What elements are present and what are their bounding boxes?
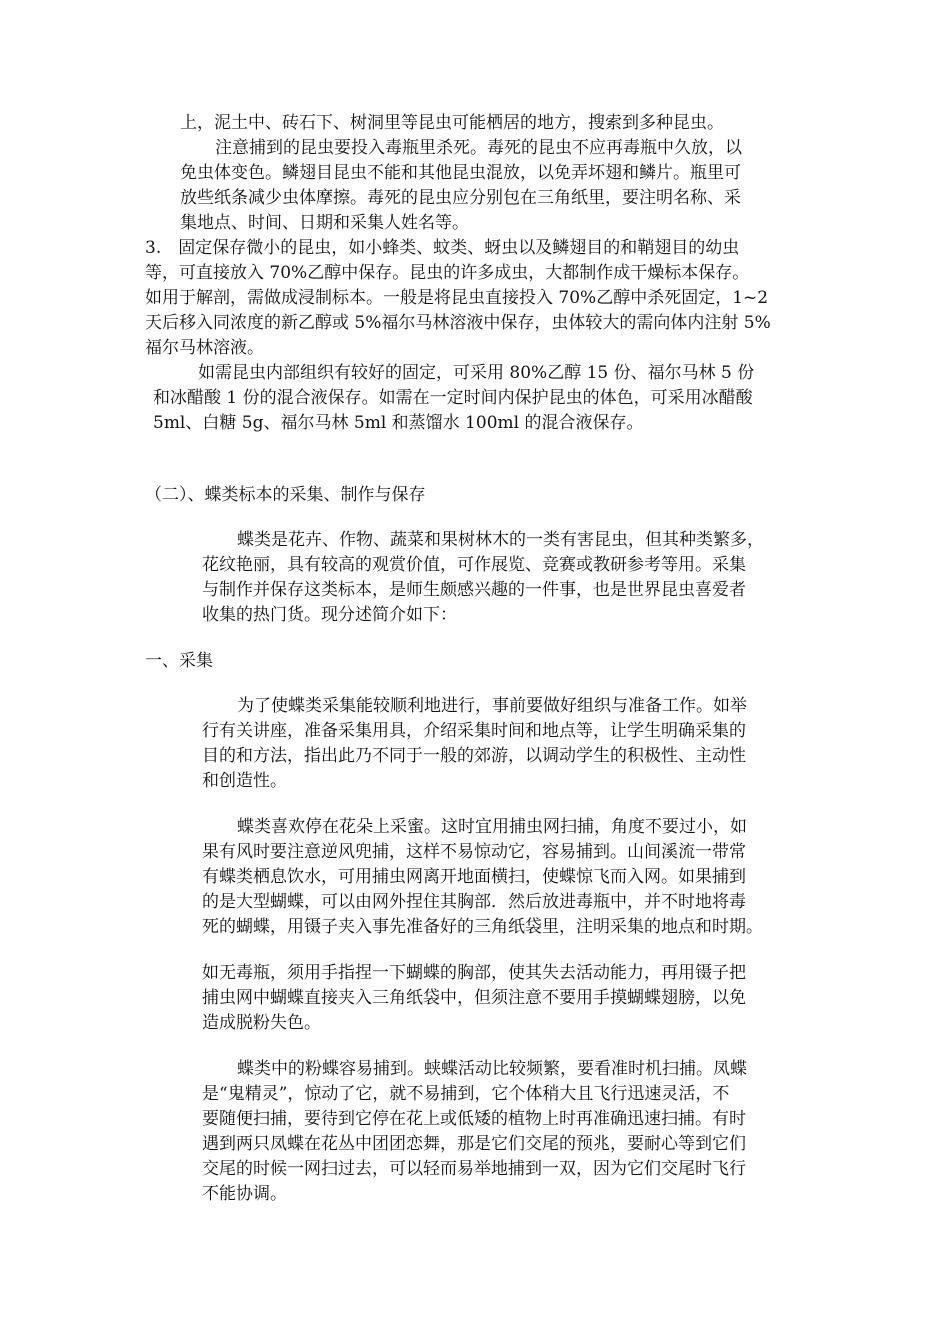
text-line: 造成脱粉失色。: [202, 1013, 321, 1033]
text-line: 要随便扫捕，要待到它停在花上或低矮的植物上时再准确迅速扫捕。有时: [202, 1109, 746, 1129]
text-line: 不能协调。: [202, 1184, 287, 1204]
section-heading: （二）、蝶类标本的采集、制作与保存: [145, 485, 426, 505]
text-line: 与制作并保存这类标本，是师生颇感兴趣的一件事，也是世界昆虫喜爱者: [202, 580, 746, 600]
text-line: 果有风时要注意逆风兜捕，这样不易惊动它，容易捕到。山间溪流一带常: [202, 842, 746, 862]
text-line: 蝶类是花卉、作物、蔬菜和果树林木的一类有害昆虫，但其种类繁多，: [237, 530, 764, 550]
text-line: 是“鬼精灵”，惊动了它，就不易捕到，它个体稍大且飞行迅速灵活，不: [202, 1084, 730, 1104]
text-line: 5ml、白糖 5g、福尔马林 5ml 和蒸馏水 100ml 的混合液保存。: [153, 413, 644, 433]
text-line: 蝶类中的粉蝶容易捕到。蛱蝶活动比较频繁，要看准时机扫捕。凤蝶: [237, 1059, 747, 1079]
text-line: 花纹艳丽，具有较高的观赏价值，可作展览、竞赛或教研参考等用。采集: [202, 555, 746, 575]
text-line: 等，可直接放入 70%乙醇中保存。昆虫的许多成虫，大都制作成干燥标本保存。: [145, 263, 750, 283]
text-line: 和创造性。: [202, 771, 287, 791]
text-line: 的是大型蝴蝶，可以由网外捏住其胸部．然后放进毒瓶中，并不时地将毒: [202, 892, 746, 912]
text-line: 有蝶类栖息饮水，可用捕虫网离开地面横扫，使蝶惊飞而入网。如果捕到: [202, 867, 746, 887]
text-line: 目的和方法，指出此乃不同于一般的郊游，以调动学生的积极性、主动性: [202, 746, 746, 766]
text-line: 行有关讲座，准备采集用具，介绍采集时间和地点等，让学生明确采集的: [202, 721, 746, 741]
text-line: 如用于解剖，需做成浸制标本。一般是将昆虫直接投入 70%乙醇中杀死固定，1~2: [145, 288, 769, 308]
text-line: 和冰醋酸 1 份的混合液保存。如需在一定时间内保护昆虫的体色，可采用冰醋酸: [153, 388, 753, 408]
text-line: 天后移入同浓度的新乙醇或 5%福尔马林溶液中保存，虫体较大的需向体内注射 5%: [145, 313, 771, 333]
text-line: 免虫体变色。鳞翅目昆虫不能和其他昆虫混放，以免弄坏翅和鳞片。瓶里可: [180, 163, 741, 183]
text-line: 蝶类喜欢停在花朵上采蜜。这时宜用捕虫网扫捕，角度不要过小，如: [237, 817, 747, 837]
subsection-heading: 一、采集: [145, 651, 213, 671]
text-line: 交尾的时候一网扫过去，可以轻而易举地捕到一双，因为它们交尾时飞行: [202, 1159, 746, 1179]
text-line: 放些纸条减少虫体摩擦。毒死的昆虫应分别包在三角纸里，要注明名称、采: [180, 188, 741, 208]
text-line: 3. 固定保存微小的昆虫，如小蜂类、蚊类、蚜虫以及鳞翅目的和鞘翅目的幼虫: [145, 238, 740, 258]
text-line: 捕虫网中蝴蝶直接夹入三角纸袋中，但须注意不要用手摸蝴蝶翅膀，以免: [202, 988, 746, 1008]
text-line: 福尔马林溶液。: [145, 338, 264, 358]
text-line: 上，泥土中、砖石下、树洞里等昆虫可能栖居的地方，搜索到多种昆虫。: [180, 113, 724, 133]
text-line: 死的蝴蝶，用镊子夹入事先准备好的三角纸袋里，注明采集的地点和时期。: [202, 917, 763, 937]
text-line: 收集的热门货。现分述简介如下：: [202, 605, 457, 625]
text-line: 为了使蝶类采集能较顺利地进行，事前要做好组织与准备工作。如举: [237, 696, 747, 716]
text-line: 遇到两只凤蝶在花丛中团团恋舞，那是它们交尾的预兆，要耐心等到它们: [202, 1134, 746, 1154]
text-line: 如需昆虫内部组织有较好的固定，可采用 80%乙醇 15 份、福尔马林 5 份: [198, 363, 755, 383]
text-line: 注意捕到的昆虫要投入毒瓶里杀死。毒死的昆虫不应再毒瓶中久放，以: [215, 138, 742, 158]
text-line: 如无毒瓶，须用手指捏一下蝴蝶的胸部，使其失去活动能力，再用镊子把: [202, 963, 746, 983]
text-line: 集地点、时间、日期和采集人姓名等。: [180, 213, 469, 233]
